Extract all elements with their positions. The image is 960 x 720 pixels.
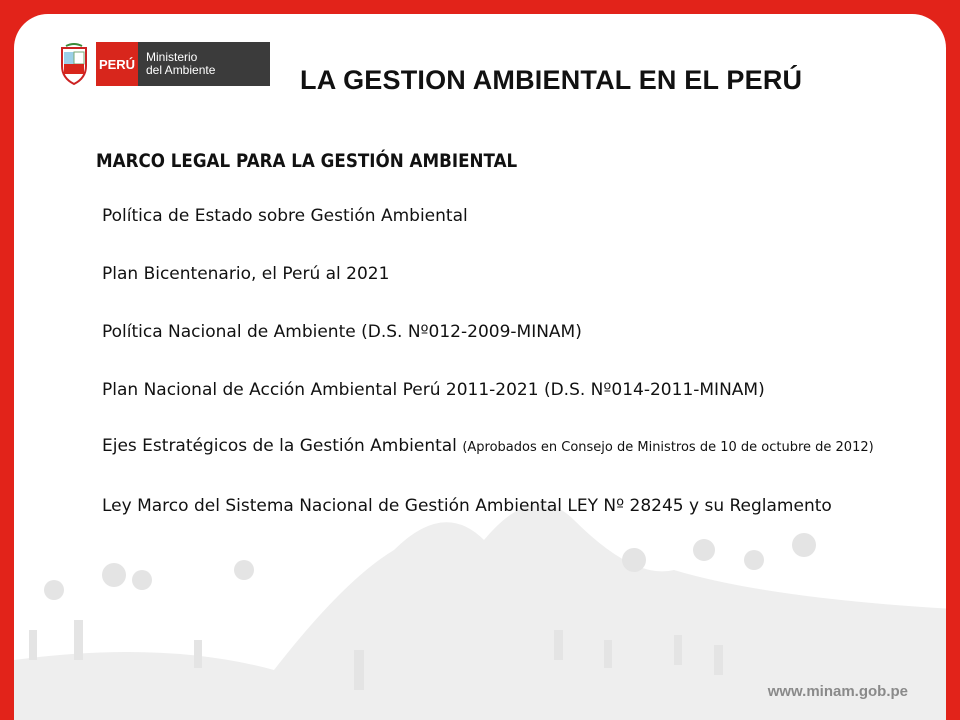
list-item: Ley Marco del Sistema Nacional de Gestión Ambiental LEY Nº 28245 y su Reglamento [102, 496, 832, 516]
ministry-line2: del Ambiente [146, 63, 216, 77]
peru-label: PERÚ [96, 42, 138, 86]
page-title: LA GESTION AMBIENTAL EN EL PERÚ [300, 65, 803, 95]
website-url: www.minam.gob.pe [767, 683, 908, 700]
ministry-logo [56, 42, 270, 86]
coat-of-arms-icon [56, 42, 92, 86]
list-item [102, 428, 918, 466]
legal-framework-list [102, 196, 918, 546]
list-item: Política Nacional de Ambiente (D.S. Nº012-2009-MINAM) [102, 322, 582, 342]
section-subtitle: MARCO LEGAL PARA LA GESTIÓN AMBIENTAL [96, 150, 518, 172]
ministry-name [138, 42, 270, 86]
list-item: Plan Bicentenario, el Perú al 2021 [102, 264, 390, 284]
list-item-main: Ejes Estratégicos de la Gestión Ambiental [102, 436, 457, 456]
list-item: Política de Estado sobre Gestión Ambiental [102, 206, 468, 226]
slide-card [14, 14, 946, 720]
list-item: Plan Nacional de Acción Ambiental Perú 2011-2021 (D.S. Nº014-2011-MINAM) [102, 380, 765, 400]
list-item-note: (Aprobados en Consejo de Ministros de 10 de octubre de 2012) [462, 440, 874, 455]
ministry-line1: Ministerio [146, 50, 198, 64]
